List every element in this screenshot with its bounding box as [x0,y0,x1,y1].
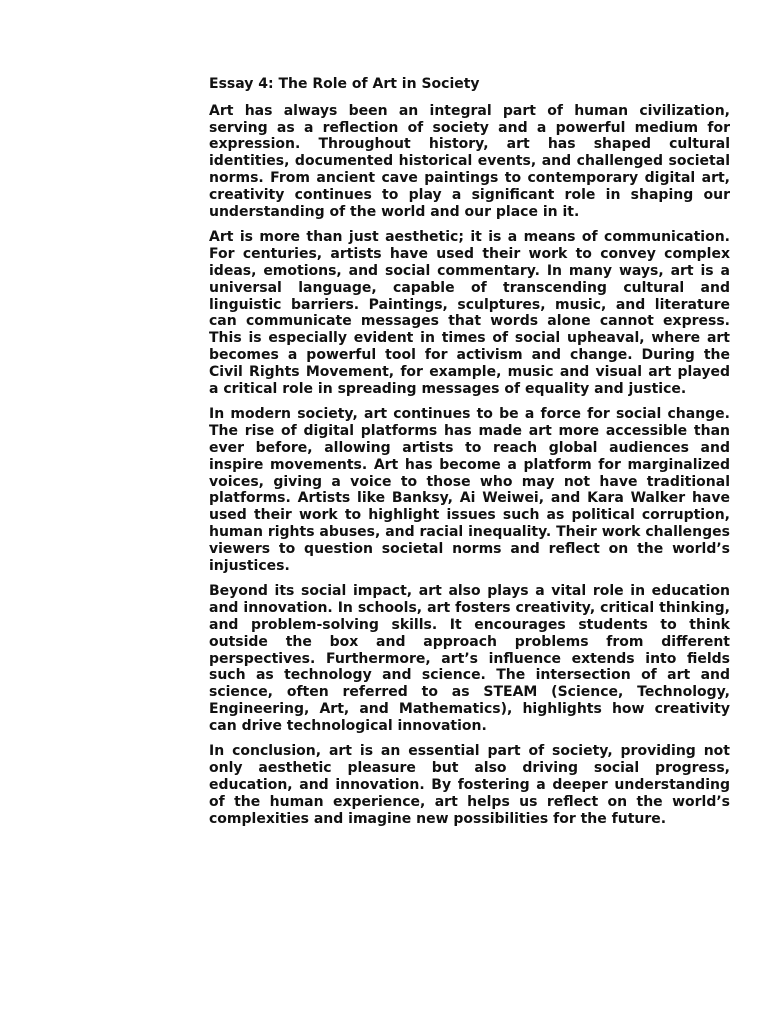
paragraph-1: Art has always been an integral part of human civilization, serving as a reflection of society and a powerful medium for expression. Throughout history, art has shaped cultural identities, documented historical events, and challenged societal norms. From ancient cave paintings to contemporary digital art, creativity continues to play a significant role in shaping our understanding of the world and our place in it. [209,102,730,220]
paragraph-3: In modern society, art continues to be a force for social change. The rise of digital platforms has made art more accessible than ever before, allowing artists to reach global audiences and inspire movements. Art has become a platform for marginalized voices, giving a voice to those who may not have traditional platforms. Artists like Banksy, Ai Weiwei, and Kara Walker have used their work to highlight issues such as political corruption, human rights abuses, and racial inequality. Their work challenges viewers to question societal norms and reflect on the world’s injustices. [209,406,730,574]
paragraph-4: Beyond its social impact, art also plays a vital role in education and innovation. In schools, art fosters creativity, critical thinking, and problem-solving skills. It encourages students to think outside the box and approach problems from different perspectives. Furthermore, art’s influence extends into fields such as technology and science. The intersection of art and science, often referred to as STEAM (Science, Technology, Engineering, Art, and Mathematics), highlights how creativity can drive technological innovation. [209,583,730,734]
paragraph-2: Art is more than just aesthetic; it is a means of communication. For centuries, artists have used their work to convey complex ideas, emotions, and social commentary. In many ways, art is a universal language, capable of transcending cultural and linguistic barriers. Paintings, sculptures, music, and literature can communicate messages that words alone cannot express. This is especially evident in times of social upheaval, where art becomes a powerful tool for activism and change. During the Civil Rights Movement, for example, music and visual art played a critical role in spreading messages of equality and justice. [209,229,730,397]
paragraph-5: In conclusion, art is an essential part of society, providing not only aesthetic pleasure but also driving social progress, education, and innovation. By fostering a deeper understanding of the human experience, art helps us reflect on the world’s complexities and imagine new possibilities for the future. [209,743,730,827]
document-title: Essay 4: The Role of Art in Society [209,76,480,92]
document-page [209,76,730,836]
